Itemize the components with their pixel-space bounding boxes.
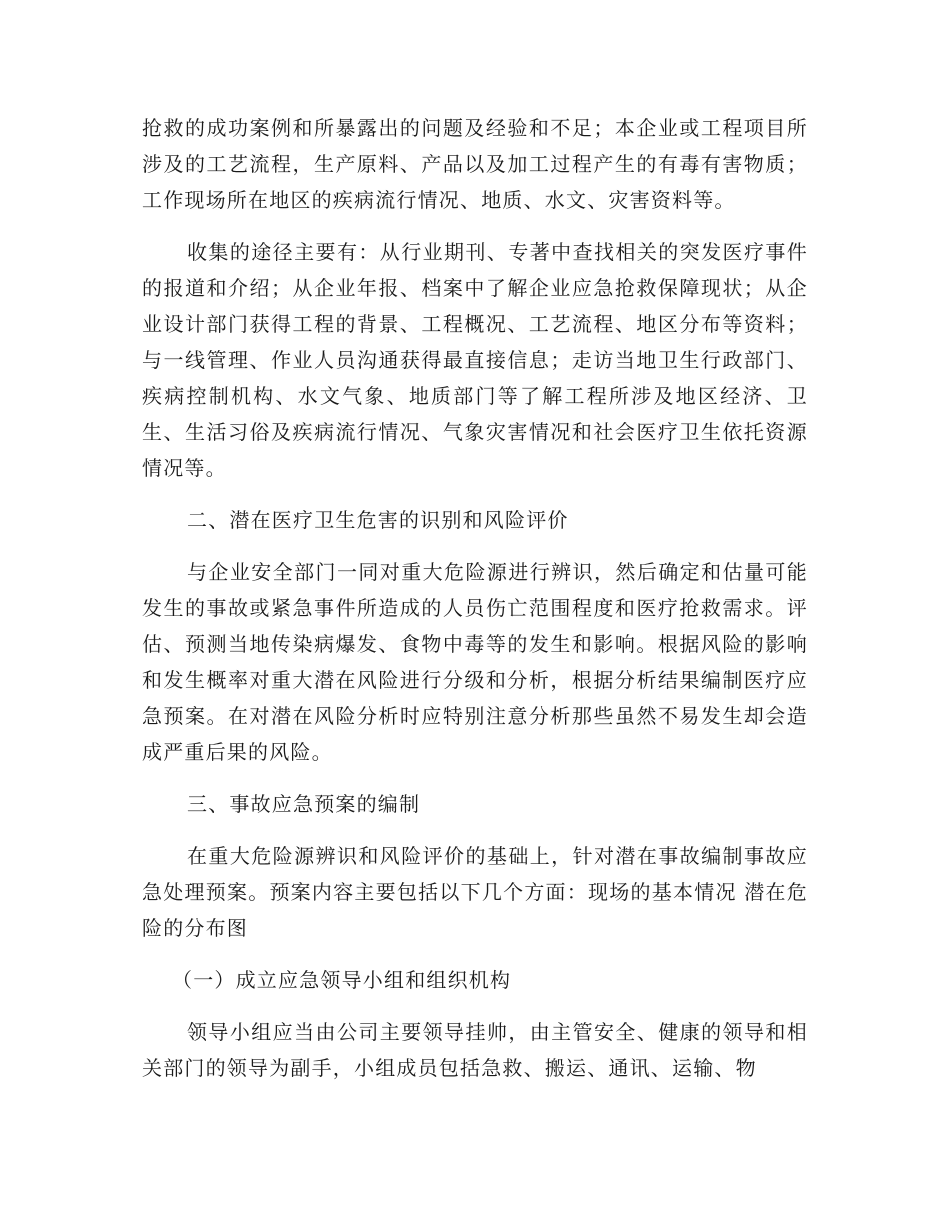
paragraph-risk-assessment: 与企业安全部门一同对重大危险源进行辨识，然后确定和估量可能发生的事故或紧急事件所造成的人员伤亡范围程度和医疗抢救需求。评估、预测当地传染病爆发、食物中毒等的发生和影响。根据风险的影响和发生概率对重大潜在风险进行分级和分析，根据分析结果编制医疗应急预案。在对潜在风险分析时应特别注意分析那些虽然不易发生却会造成严重后果的风险。 <box>142 560 808 764</box>
section-heading-2: 二、潜在医疗卫生危害的识别和风险评价 <box>187 508 569 532</box>
paragraph-collection-methods: 收集的途径主要有：从行业期刊、专著中查找相关的突发医疗事件的报道和介绍；从企业年报、档案中了解企业应急抢救保障现状；从企业设计部门获得工程的背景、工程概况、工艺流程、地区分布等资料；与一线管理、作业人员沟通获得最直接信息；走访当地卫生行政部门、疾病控制机构、水文气象、地质部门等了解工程所涉及地区经济、卫生、生活习俗及疾病流行情况、气象灾害情况和社会医疗卫生依托资源情况等。 <box>142 240 808 480</box>
paragraph-continued: 抢救的成功案例和所暴露出的问题及经验和不足；本企业或工程项目所涉及的工艺流程，生产原料、产品以及加工过程产生的有毒有害物质；工作现场所在地区的疾病流行情况、地质、水文、灾害资料等。 <box>142 116 808 212</box>
document-body <box>142 110 808 1102</box>
section-heading-3: 三、事故应急预案的编制 <box>187 792 421 816</box>
paragraph-leadership-group: 领导小组应当由公司主要领导挂帅，由主管安全、健康的领导和相关部门的领导为副手，小组成员包括急救、搬运、通讯、运输、物 <box>142 1020 808 1080</box>
subsection-heading-1: （一）成立应急领导小组和组织机构 <box>172 968 512 992</box>
paragraph-plan-compilation: 在重大危险源辨识和风险评价的基础上，针对潜在事故编制事故应急处理预案。预案内容主要包括以下几个方面：现场的基本情况 潜在危险的分布图 <box>142 844 808 940</box>
